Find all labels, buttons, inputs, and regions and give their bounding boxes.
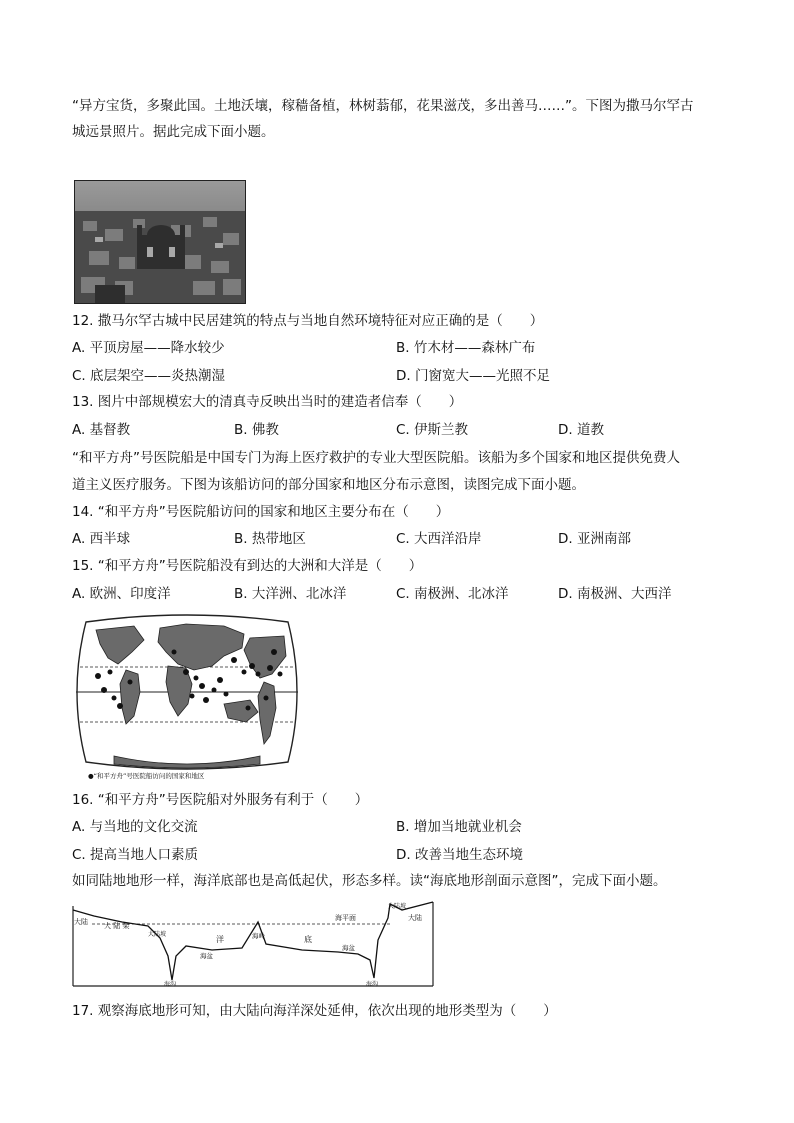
- question-13-option-d[interactable]: D. 道教: [558, 422, 604, 438]
- profile-label-basin-1: 海盆: [200, 952, 213, 960]
- profile-label-ocean: 洋: [216, 935, 224, 944]
- question-15-option-c[interactable]: C. 南极洲、北冰洋: [396, 586, 509, 602]
- question-14-option-b[interactable]: B. 热带地区: [234, 531, 306, 547]
- question-15-option-a[interactable]: A. 欧洲、印度洋: [72, 586, 171, 602]
- question-14-stem: 14. “和平方舟”号医院船访问的国家和地区主要分布在（ ）: [72, 504, 450, 520]
- profile-label-floor: 底: [304, 935, 312, 944]
- question-13-stem: 13. 图片中部规模宏大的清真寺反映出当时的建造者信奉（ ）: [72, 394, 463, 410]
- question-16-option-b[interactable]: B. 增加当地就业机会: [396, 819, 522, 835]
- passage-line: 城远景照片。据此完成下面小题。: [72, 124, 275, 140]
- profile-label-arc: 大陆坡: [388, 903, 407, 910]
- passage-seafloor: 如同陆地地形一样，海洋底部也是高低起伏，形态多样。读“海底地形剖面示意图”，完成下面小题。: [72, 873, 667, 889]
- passage-line: 道主义医疗服务。下图为该船访问的部分国家和地区分布示意图，读图完成下面小题。: [72, 477, 585, 493]
- question-14-option-d[interactable]: D. 亚洲南部: [558, 531, 631, 547]
- profile-label-ridge: 海岭: [252, 932, 265, 940]
- question-12-option-d[interactable]: D. 门窗宽大——光照不足: [396, 368, 550, 384]
- question-16-option-c[interactable]: C. 提高当地人口素质: [72, 847, 199, 863]
- passage-line: “异方宝货，多聚此国。土地沃壤，稼穑备植，林树蓊郁，花果滋茂，多出善马……”。下图为撒马尔罕古: [72, 98, 694, 114]
- profile-label-basin-2: 海盆: [342, 944, 355, 952]
- question-12-option-a[interactable]: A. 平顶房屋——降水较少: [72, 340, 225, 356]
- question-12-stem: 12. 撒马尔罕古城中民居建筑的特点与当地自然环境特征对应正确的是（ ）: [72, 313, 544, 329]
- question-16-option-a[interactable]: A. 与当地的文化交流: [72, 819, 198, 835]
- question-16-stem: 16. “和平方舟”号医院船对外服务有利于（ ）: [72, 792, 369, 808]
- profile-label-trench-2: 海沟: [366, 981, 379, 988]
- question-15-option-d[interactable]: D. 南极洲、大西洋: [558, 586, 672, 602]
- question-15-option-b[interactable]: B. 大洋洲、北冰洋: [234, 586, 347, 602]
- question-12-option-b[interactable]: B. 竹木材——森林广布: [396, 340, 536, 356]
- samarkand-city-photo: [74, 180, 246, 304]
- question-15-stem: 15. “和平方舟”号医院船没有到达的大洲和大洋是（ ）: [72, 558, 423, 574]
- profile-label-continent-right: 大陆: [408, 914, 422, 922]
- question-12-option-c[interactable]: C. 底层架空——炎热潮湿: [72, 368, 226, 384]
- question-13-option-b[interactable]: B. 佛教: [234, 422, 279, 438]
- profile-label-continent-left: 大陆: [74, 918, 88, 926]
- question-13-option-a[interactable]: A. 基督教: [72, 422, 131, 438]
- profile-label-shelf: 大 陆 架: [104, 922, 130, 930]
- question-13-option-c[interactable]: C. 伊斯兰教: [396, 422, 469, 438]
- passage-line: “和平方舟”号医院船是中国专门为海上医疗救护的专业大型医院船。该船为多个国家和地区提供免费人: [72, 450, 680, 466]
- question-14-option-c[interactable]: C. 大西洋沿岸: [396, 531, 482, 547]
- seafloor-profile-figure: [72, 898, 434, 988]
- profile-label-trench-1: 海沟: [164, 981, 177, 988]
- map-legend-text: ●“和平方舟”号医院船访问的国家和地区: [88, 772, 205, 780]
- profile-label-slope: 大陆坡: [148, 931, 167, 938]
- question-16-option-d[interactable]: D. 改善当地生态环境: [396, 847, 523, 863]
- world-map-figure: [74, 612, 300, 780]
- profile-label-sea-level: 海平面: [335, 914, 356, 922]
- question-17-stem: 17. 观察海底地形可知，由大陆向海洋深处延伸，依次出现的地形类型为（ ）: [72, 1003, 557, 1019]
- question-14-option-a[interactable]: A. 西半球: [72, 531, 131, 547]
